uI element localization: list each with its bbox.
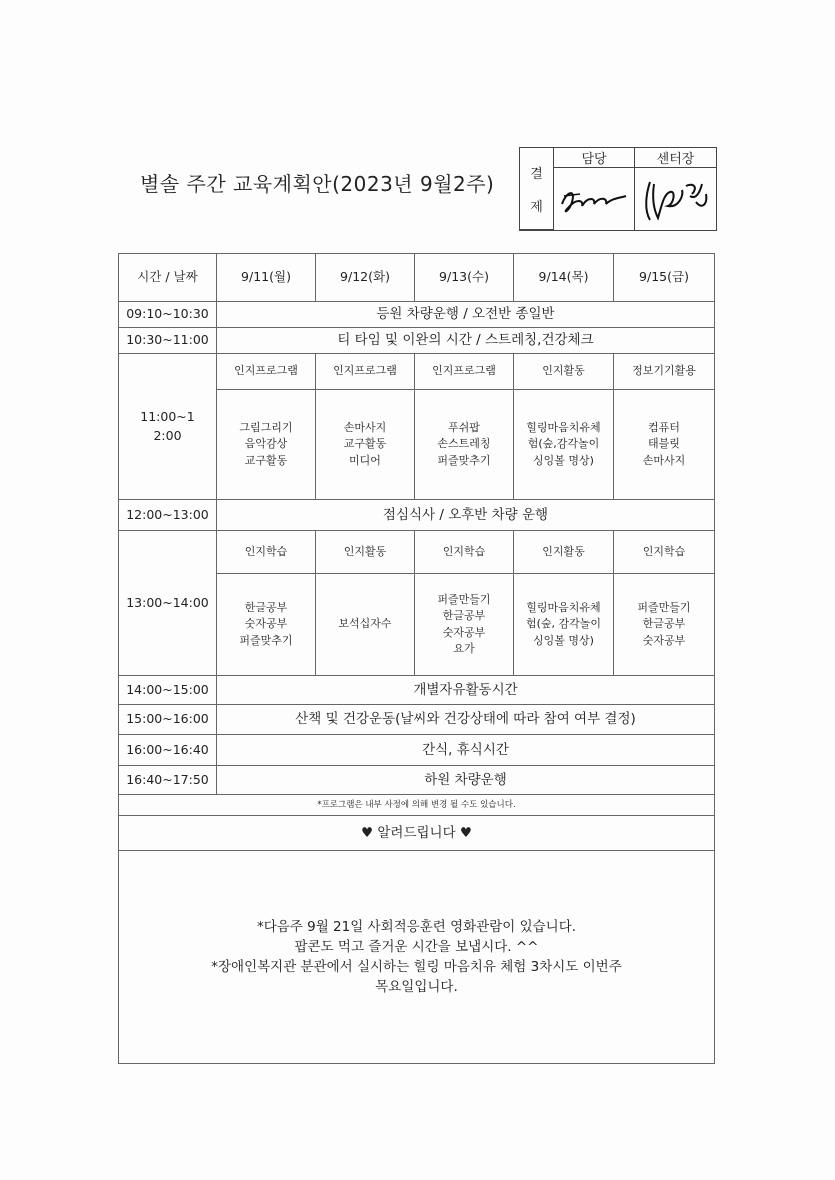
program-category: 정보기기활용 (614, 354, 715, 390)
activity-line: 교구활동 (244, 453, 288, 467)
time-cell: 10:30~11:00 (119, 328, 217, 354)
activity-cell (415, 390, 514, 500)
activity-line: 싱잉볼 명상) (533, 633, 594, 647)
activity-line: 미디어 (349, 453, 381, 467)
activity-line: 손스트레칭 (437, 437, 491, 451)
change-notice: *프로그램은 내부 사정에 의해 변경 될 수도 있습니다. (119, 795, 715, 816)
time-cell: 16:40~17:50 (119, 766, 217, 795)
notice-line: *다음주 9월 21일 사회적응훈련 영화관람이 있습니다. (256, 918, 577, 935)
director-signature (635, 168, 716, 230)
activity-line: 싱잉볼 명상) (533, 453, 594, 467)
signature-icon (636, 174, 716, 224)
activity-line: 퍼즐만들기 (437, 592, 491, 606)
schedule-item: 점심식사 / 오후반 차량 운행 (217, 500, 715, 531)
approval-col-manager: 담당 (554, 148, 635, 168)
program-category: 인지활동 (514, 354, 614, 390)
schedule-item: 간식, 휴식시간 (217, 735, 715, 766)
activity-cell (316, 574, 415, 676)
schedule-table (118, 253, 715, 1064)
schedule-item: 티 타임 및 이완의 시간 / 스트레칭,건강체크 (217, 328, 715, 354)
activity-cell (514, 390, 614, 500)
activity-line: 험(숲, 감각놀이 (525, 617, 602, 631)
header-day: 9/15(금) (614, 254, 715, 302)
header-day: 9/14(목) (514, 254, 614, 302)
program-category: 인지프로그램 (316, 354, 415, 390)
page-title: 별솔 주간 교육계획안(2023년 9월2주) (140, 172, 495, 196)
activity-line: 한글공부 (244, 600, 288, 614)
activity-line: 숫자공부 (442, 625, 486, 639)
notice-heading-row (119, 816, 715, 851)
activity-line: 한글공부 (642, 617, 686, 631)
schedule-item: 하원 차량운행 (217, 766, 715, 795)
program-category: 인지활동 (316, 531, 415, 574)
activity-line: 손마사지 (343, 420, 387, 434)
activity-line: 태블릿 (648, 437, 680, 451)
approval-col-director: 센터장 (635, 148, 716, 168)
activity-line: 퍼즐맞추기 (437, 453, 491, 467)
approval-label (520, 148, 554, 230)
approval-label-top: 결 (530, 166, 543, 182)
time-cell: 09:10~10:30 (119, 302, 217, 328)
program-category: 인지프로그램 (217, 354, 316, 390)
notice-line: 목요일입니다. (375, 979, 458, 996)
activity-line: 숫자공부 (244, 617, 288, 631)
manager-signature (554, 168, 635, 230)
activity-line: 험(숲,감각놀이 (527, 437, 600, 451)
activity-line: 요가 (453, 642, 475, 655)
time-cell-morning (119, 354, 217, 500)
time-line: 11:00~1 (140, 408, 195, 424)
heart-icon: ♥ (459, 824, 473, 841)
time-cell: 15:00~16:00 (119, 705, 217, 735)
activity-line: 숫자공부 (642, 633, 686, 647)
activity-cell (614, 390, 715, 500)
header-day: 9/13(수) (415, 254, 514, 302)
activity-line: 퍼즐만들기 (637, 600, 691, 614)
notice-line: *장애인복지관 분관에서 실시하는 힐링 마음치유 체험 3차시도 이번주 (211, 959, 622, 975)
activity-line: 힐링마음치유체 (526, 600, 601, 614)
program-category: 인지프로그램 (415, 354, 514, 390)
schedule-item: 산책 및 건강운동(날씨와 건강상태에 따라 참여 여부 결정) (217, 705, 715, 735)
program-category: 인지학습 (614, 531, 715, 574)
activity-cell (316, 390, 415, 500)
schedule-item: 등원 차량운행 / 오전반 종일반 (217, 302, 715, 328)
activity-line: 보석십자수 (338, 617, 392, 631)
activity-cell (217, 574, 316, 676)
notice-heading: 알려드립니다 (377, 824, 456, 841)
approval-label-bottom: 제 (530, 199, 543, 215)
activity-cell (514, 574, 614, 676)
activity-cell (217, 390, 316, 500)
header-time-day: 시간 / 날짜 (119, 254, 217, 302)
time-cell-afternoon: 13:00~14:00 (119, 531, 217, 676)
header-day: 9/12(화) (316, 254, 415, 302)
heart-icon: ♥ (360, 824, 374, 841)
activity-cell (614, 574, 715, 676)
activity-line: 퍼즐맞추기 (239, 633, 293, 647)
activity-line: 컴퓨터 (648, 420, 680, 434)
program-category: 인지학습 (415, 531, 514, 574)
activity-line: 그림그리기 (239, 420, 293, 434)
time-line: 2:00 (153, 427, 182, 443)
notice-line: 팝콘도 먹고 즐거운 시간을 보냅시다. ^^ (294, 938, 539, 955)
activity-line: 힐링마음치유체 (526, 420, 601, 434)
activity-line: 음악감상 (244, 437, 288, 451)
schedule-item: 개별자유활동시간 (217, 676, 715, 705)
program-category: 인지활동 (514, 531, 614, 574)
time-cell: 16:00~16:40 (119, 735, 217, 766)
activity-line: 한글공부 (442, 609, 486, 622)
activity-line: 교구활동 (343, 437, 387, 451)
time-cell: 14:00~15:00 (119, 676, 217, 705)
activity-line: 푸쉬팝 (448, 420, 480, 434)
activity-cell (415, 574, 514, 676)
header-day: 9/11(월) (217, 254, 316, 302)
approval-box (519, 147, 717, 231)
notice-body (119, 851, 715, 1064)
time-cell: 12:00~13:00 (119, 500, 217, 531)
program-category: 인지학습 (217, 531, 316, 574)
activity-line: 손마사지 (642, 453, 686, 467)
signature-icon (554, 174, 634, 224)
